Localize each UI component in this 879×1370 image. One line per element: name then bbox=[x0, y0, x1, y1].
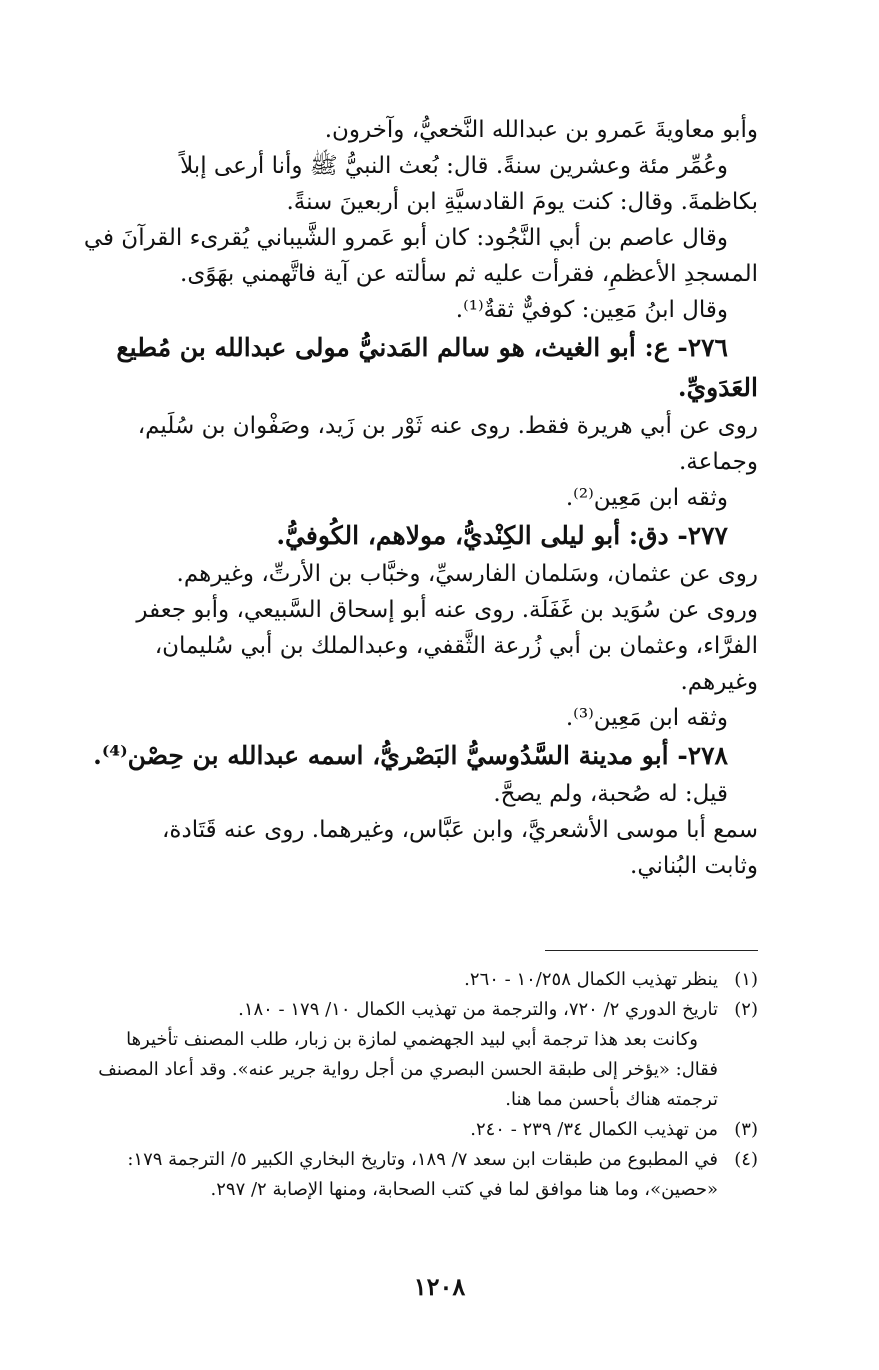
main-text bbox=[40, 112, 758, 884]
footnote-text: «حصين»، وما هنا موافق لما في كتب الصحابة، ومنها الإصابة ٢/ ٢٩٧. bbox=[210, 1179, 718, 1200]
text-line: وقال ابنُ مَعِين: كوفيٌّ ثقةٌ⁽¹⁾. bbox=[455, 297, 728, 323]
footnote-number: (٢) bbox=[734, 999, 758, 1020]
footnote-text: في المطبوع من طبقات ابن سعد ٧/ ١٨٩، وتاريخ البخاري الكبير ٥/ الترجمة ١٧٩: bbox=[127, 1149, 718, 1170]
footnote-text: تاريخ الدوري ٢/ ٧٢٠، والترجمة من تهذيب الكمال ١٠/ ١٧٩ - ١٨٠. bbox=[238, 999, 718, 1020]
text-line: سمع أبا موسى الأشعريَّ، وابن عَبَّاس، وغيرهما. روى عنه قَتَادة، bbox=[161, 817, 758, 843]
entry-275-continuation bbox=[40, 112, 758, 328]
entry-heading: ٢٧٧- دق: أبو ليلى الكِنْديُّ، مولاهم، الكُوفيُّ. bbox=[276, 521, 728, 550]
text-line: وقال عاصم بن أبي النَّجُود: كان أبو عَمرو الشَّيباني يُقرىء القرآنَ في bbox=[83, 225, 728, 251]
footnote-text: من تهذيب الكمال ٣٤/ ٢٣٩ - ٢٤٠. bbox=[470, 1119, 718, 1140]
text-line: المسجدِ الأعظمِ، فقرأت عليه ثم سألته عن آية فاتَّهمني بهَوًى. bbox=[180, 261, 758, 287]
footnote-2 bbox=[40, 995, 758, 1115]
text-line: وثقه ابن مَعِين⁽³⁾. bbox=[565, 705, 728, 731]
footnote-number: (١) bbox=[734, 969, 758, 990]
footnote-text: فقال: «يؤخر إلى طبقة الحسن البصري من أجل رواية جرير عنه». وقد أعاد المصنف bbox=[98, 1059, 718, 1080]
text-line: روى عن عثمان، وسَلمان الفارسيِّ، وخبَّاب بن الأرتِّ، وغيرهم. bbox=[176, 561, 758, 587]
footnote-1 bbox=[40, 965, 758, 995]
footnote-4 bbox=[40, 1145, 758, 1205]
footnote-text: وكانت بعد هذا ترجمة أبي لبيد الجهضمي لمازة بن زبار، طلب المصنف تأخيرها bbox=[126, 1029, 698, 1050]
text-line: وثقه ابن مَعِين⁽²⁾. bbox=[565, 485, 728, 511]
footnote-number: (٤) bbox=[734, 1149, 758, 1170]
footnote-text: ترجمته هناك بأحسن مما هنا. bbox=[505, 1089, 718, 1110]
entry-278 bbox=[40, 736, 758, 884]
text-line: روى عن أبي هريرة فقط. روى عنه ثَوْر بن زَيد، وصَفْوان بن سُلَيم، bbox=[137, 413, 758, 439]
text-line: بكاظمةَ. وقال: كنت يومَ القادسيَّةِ ابن أربعينَ سنةً. bbox=[286, 189, 758, 215]
text-line: وروى عن سُوَيد بن غَفَلَة. روى عنه أبو إسحاق السَّبيعي، وأبو جعفر bbox=[136, 597, 758, 623]
footnote-number: (٣) bbox=[734, 1119, 758, 1140]
text-line: وثابت البُناني. bbox=[630, 853, 758, 879]
footnote-text: ينظر تهذيب الكمال ١٠/٢٥٨ - ٢٦٠. bbox=[464, 969, 718, 990]
entry-heading: ٢٧٦- ع: أبو الغيث، هو سالم المَدنيُّ مولى عبدالله بن مُطيع bbox=[116, 333, 728, 362]
entry-heading-continued: العَدَويِّ. bbox=[677, 373, 758, 402]
footnotes bbox=[40, 965, 758, 1205]
text-line: وأبو معاويةَ عَمرو بن عبدالله النَّخعيُّ، وآخرون. bbox=[324, 117, 758, 143]
footnote-3 bbox=[40, 1115, 758, 1145]
entry-277 bbox=[40, 516, 758, 736]
footnote-divider bbox=[545, 950, 758, 951]
text-line: الفرَّاء، وعثمان بن أبي زُرعة الثَّقفي، وعبدالملك بن أبي سُليمان، bbox=[154, 633, 758, 659]
page-number: ١٢٠٨ bbox=[413, 1272, 466, 1301]
text-line: وجماعة. bbox=[679, 449, 758, 475]
text-line: وغيرهم. bbox=[680, 669, 758, 695]
text-line: وعُمِّر مئة وعشرين سنةً. قال: بُعث النبيُّ ﷺ وأنا أرعى إبلاً bbox=[180, 153, 728, 179]
text-line: قيل: له صُحبة، ولم يصحَّ. bbox=[493, 781, 728, 807]
entry-heading: ٢٧٨- أبو مدينة السَّدُوسيُّ البَصْريُّ، اسمه عبدالله بن حِصْن⁽⁴⁾. bbox=[93, 741, 728, 770]
entry-276 bbox=[40, 328, 758, 516]
